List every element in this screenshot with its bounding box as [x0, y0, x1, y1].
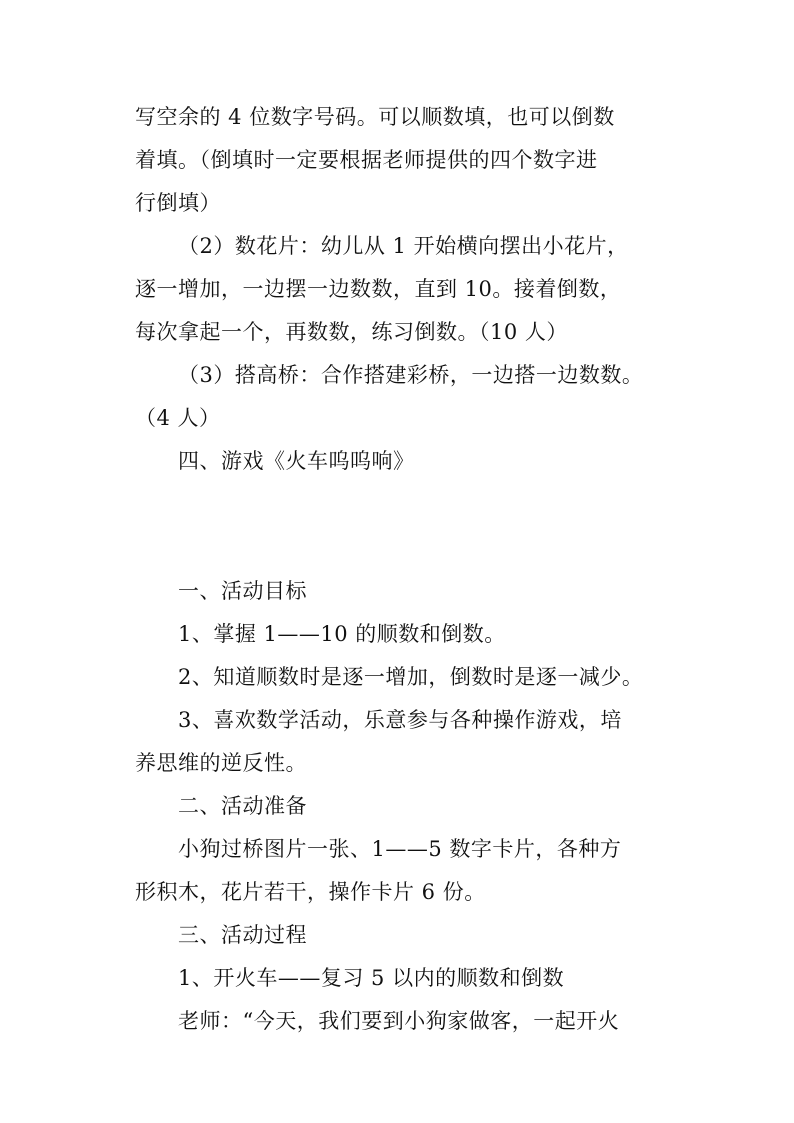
goal-item-3-line-2: 养思维的逆反性。	[135, 751, 307, 775]
process-step-1: 1、开火车——复习 5 以内的顺数和倒数	[178, 966, 565, 990]
prep-line-1: 小狗过桥图片一张、1——5 数字卡片，各种方	[178, 837, 622, 861]
paragraph-fill-line-1: 写空余的 4 位数字号码。可以顺数填，也可以倒数	[135, 105, 615, 129]
prep-line-2: 形积木，花片若干，操作卡片 6 份。	[135, 880, 486, 904]
paragraph-petals-line-1: （2）数花片：幼儿从 1 开始横向摆出小花片，	[178, 234, 629, 258]
goal-item-3-line-1: 3、喜欢数学活动，乐意参与各种操作游戏，培	[178, 708, 622, 732]
paragraph-petals-line-2: 逐一增加，一边摆一边数数，直到 10。接着倒数，	[135, 277, 622, 301]
goal-item-1: 1、掌握 1——10 的顺数和倒数。	[178, 622, 506, 646]
paragraph-petals-line-3: 每次拿起一个，再数数，练习倒数。（10 人）	[135, 320, 568, 344]
paragraph-bridge-line-2: （4 人）	[135, 406, 221, 430]
section-game-heading: 四、游戏《火车呜呜响》	[178, 449, 415, 473]
heading-activity-prep: 二、活动准备	[178, 794, 307, 818]
goal-item-2: 2、知道顺数时是逐一增加，倒数时是逐一减少。	[178, 665, 644, 689]
teacher-speech-line: 老师：“今天，我们要到小狗家做客，一起开火	[178, 1009, 620, 1033]
heading-activity-goals: 一、活动目标	[178, 579, 307, 603]
paragraph-bridge-line-1: （3）搭高桥：合作搭建彩桥，一边搭一边数数。	[178, 363, 644, 387]
paragraph-fill-line-3: 行倒填）	[135, 191, 221, 215]
paragraph-fill-line-2: 着填。（倒填时一定要根据老师提供的四个数字进	[135, 148, 598, 172]
heading-activity-process: 三、活动过程	[178, 923, 307, 947]
